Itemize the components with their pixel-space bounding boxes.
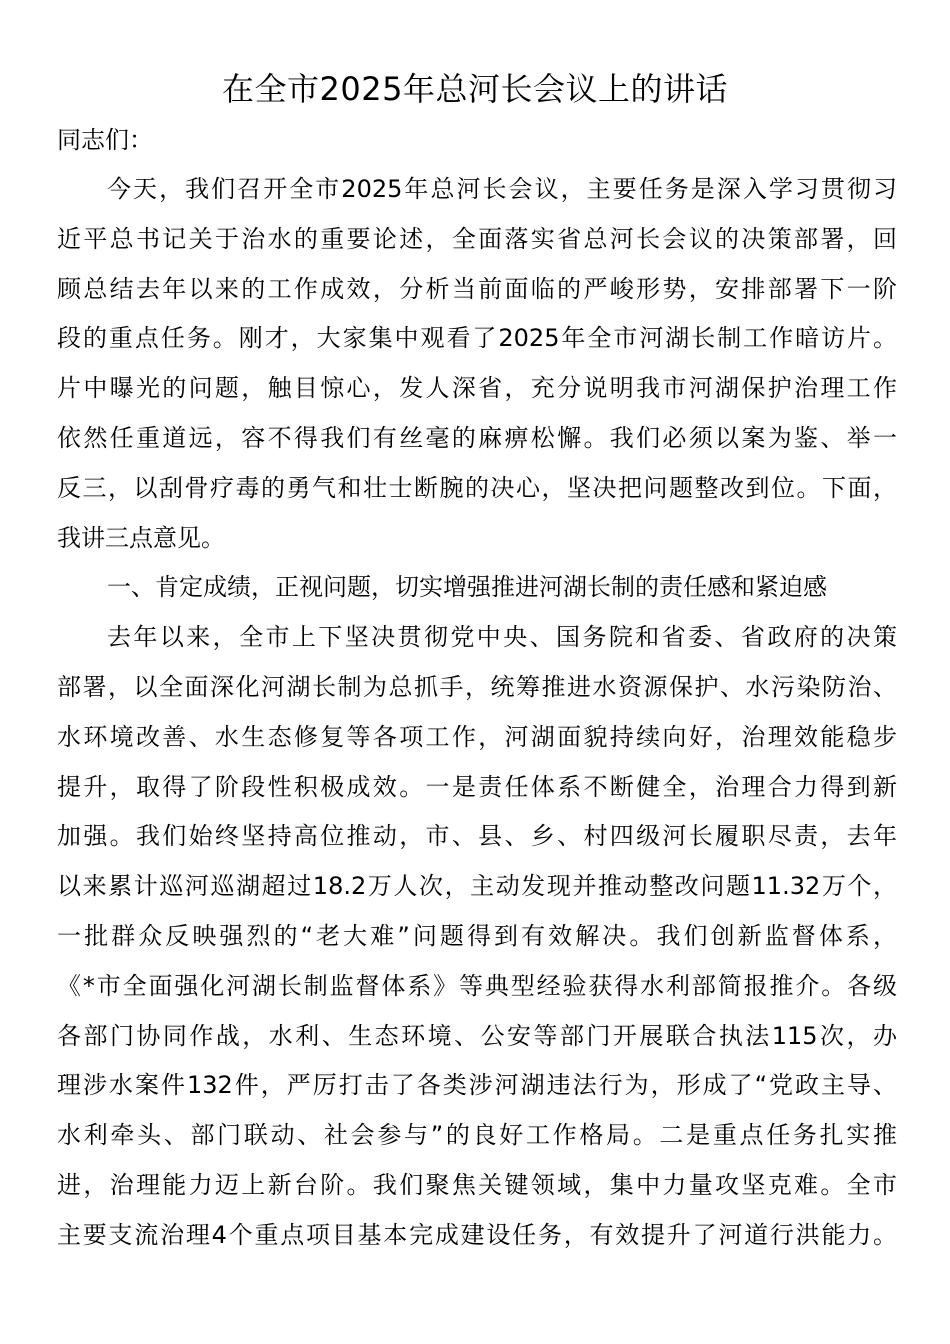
- document-body: [57, 165, 897, 1261]
- body-text-line: 反三，以刮骨疗毒的勇气和壮士断腕的决心，坚决把问题整改到位。下面，: [57, 473, 897, 502]
- body-text-line: 水环境改善、水生态修复等各项工作，河湖面貌持续向好，治理效能稳步: [57, 722, 897, 751]
- body-text-line: 加强。我们始终坚持高位推动，市、县、乡、村四级河长履职尽责，去年: [57, 822, 897, 851]
- body-text-line: 提升，取得了阶段性积极成效。一是责任体系不断健全，治理合力得到新: [57, 772, 897, 801]
- section-heading: 一、肯定成绩，正视问题，切实增强推进河湖长制的责任感和紧迫感: [107, 573, 827, 602]
- body-text-line: 一批群众反映强烈的“老大难”问题得到有效解决。我们创新监督体系，: [57, 921, 897, 950]
- body-text-line: 部署，以全面深化河湖长制为总抓手，统筹推进水资源保护、水污染防治、: [57, 672, 897, 701]
- body-text-line: 近平总书记关于治水的重要论述，全面落实省总河长会议的决策部署，回: [57, 224, 897, 253]
- body-text-line: 各部门协同作战，水利、生态环境、公安等部门开展联合执法115次，办: [57, 1021, 897, 1050]
- body-text-line: 理涉水案件132件，严厉打击了各类涉河湖违法行为，形成了“党政主导、: [57, 1071, 897, 1100]
- body-text-line: 顾总结去年以来的工作成效，分析当前面临的严峻形势，安排部署下一阶: [57, 274, 897, 303]
- body-text-line: 段的重点任务。刚才，大家集中观看了2025年全市河湖长制工作暗访片。: [57, 324, 897, 353]
- body-text-line: 主要支流治理4个重点项目基本完成建设任务，有效提升了河道行洪能力。: [57, 1220, 897, 1249]
- body-text-line: 《*市全面强化河湖长制监督体系》等典型经验获得水利部简报推介。各级: [57, 971, 897, 1000]
- body-text-line: 依然任重道远，容不得我们有丝毫的麻痹松懈。我们必须以案为鉴、举一: [57, 423, 897, 452]
- body-text-line: 我讲三点意见。: [57, 523, 225, 552]
- body-text-line: 以来累计巡河巡湖超过18.2万人次，主动发现并推动整改问题11.32万个，: [57, 872, 897, 901]
- body-text-line: 水利牵头、部门联动、社会参与”的良好工作格局。二是重点任务扎实推: [57, 1121, 897, 1150]
- body-text-line: 今天，我们召开全市2025年总河长会议，主要任务是深入学习贯彻习: [107, 175, 897, 203]
- body-text-line: 片中曝光的问题，触目惊心，发人深省，充分说明我市河湖保护治理工作: [57, 374, 897, 403]
- body-text-line: 进，治理能力迈上新台阶。我们聚焦关键领域，集中力量攻坚克难。全市: [57, 1170, 897, 1199]
- document-title: 在全市2025年总河长会议上的讲话: [222, 70, 728, 108]
- body-text-line: 去年以来，全市上下坚决贯彻党中央、国务院和省委、省政府的决策: [107, 623, 897, 652]
- salutation: 同志们：: [57, 126, 153, 154]
